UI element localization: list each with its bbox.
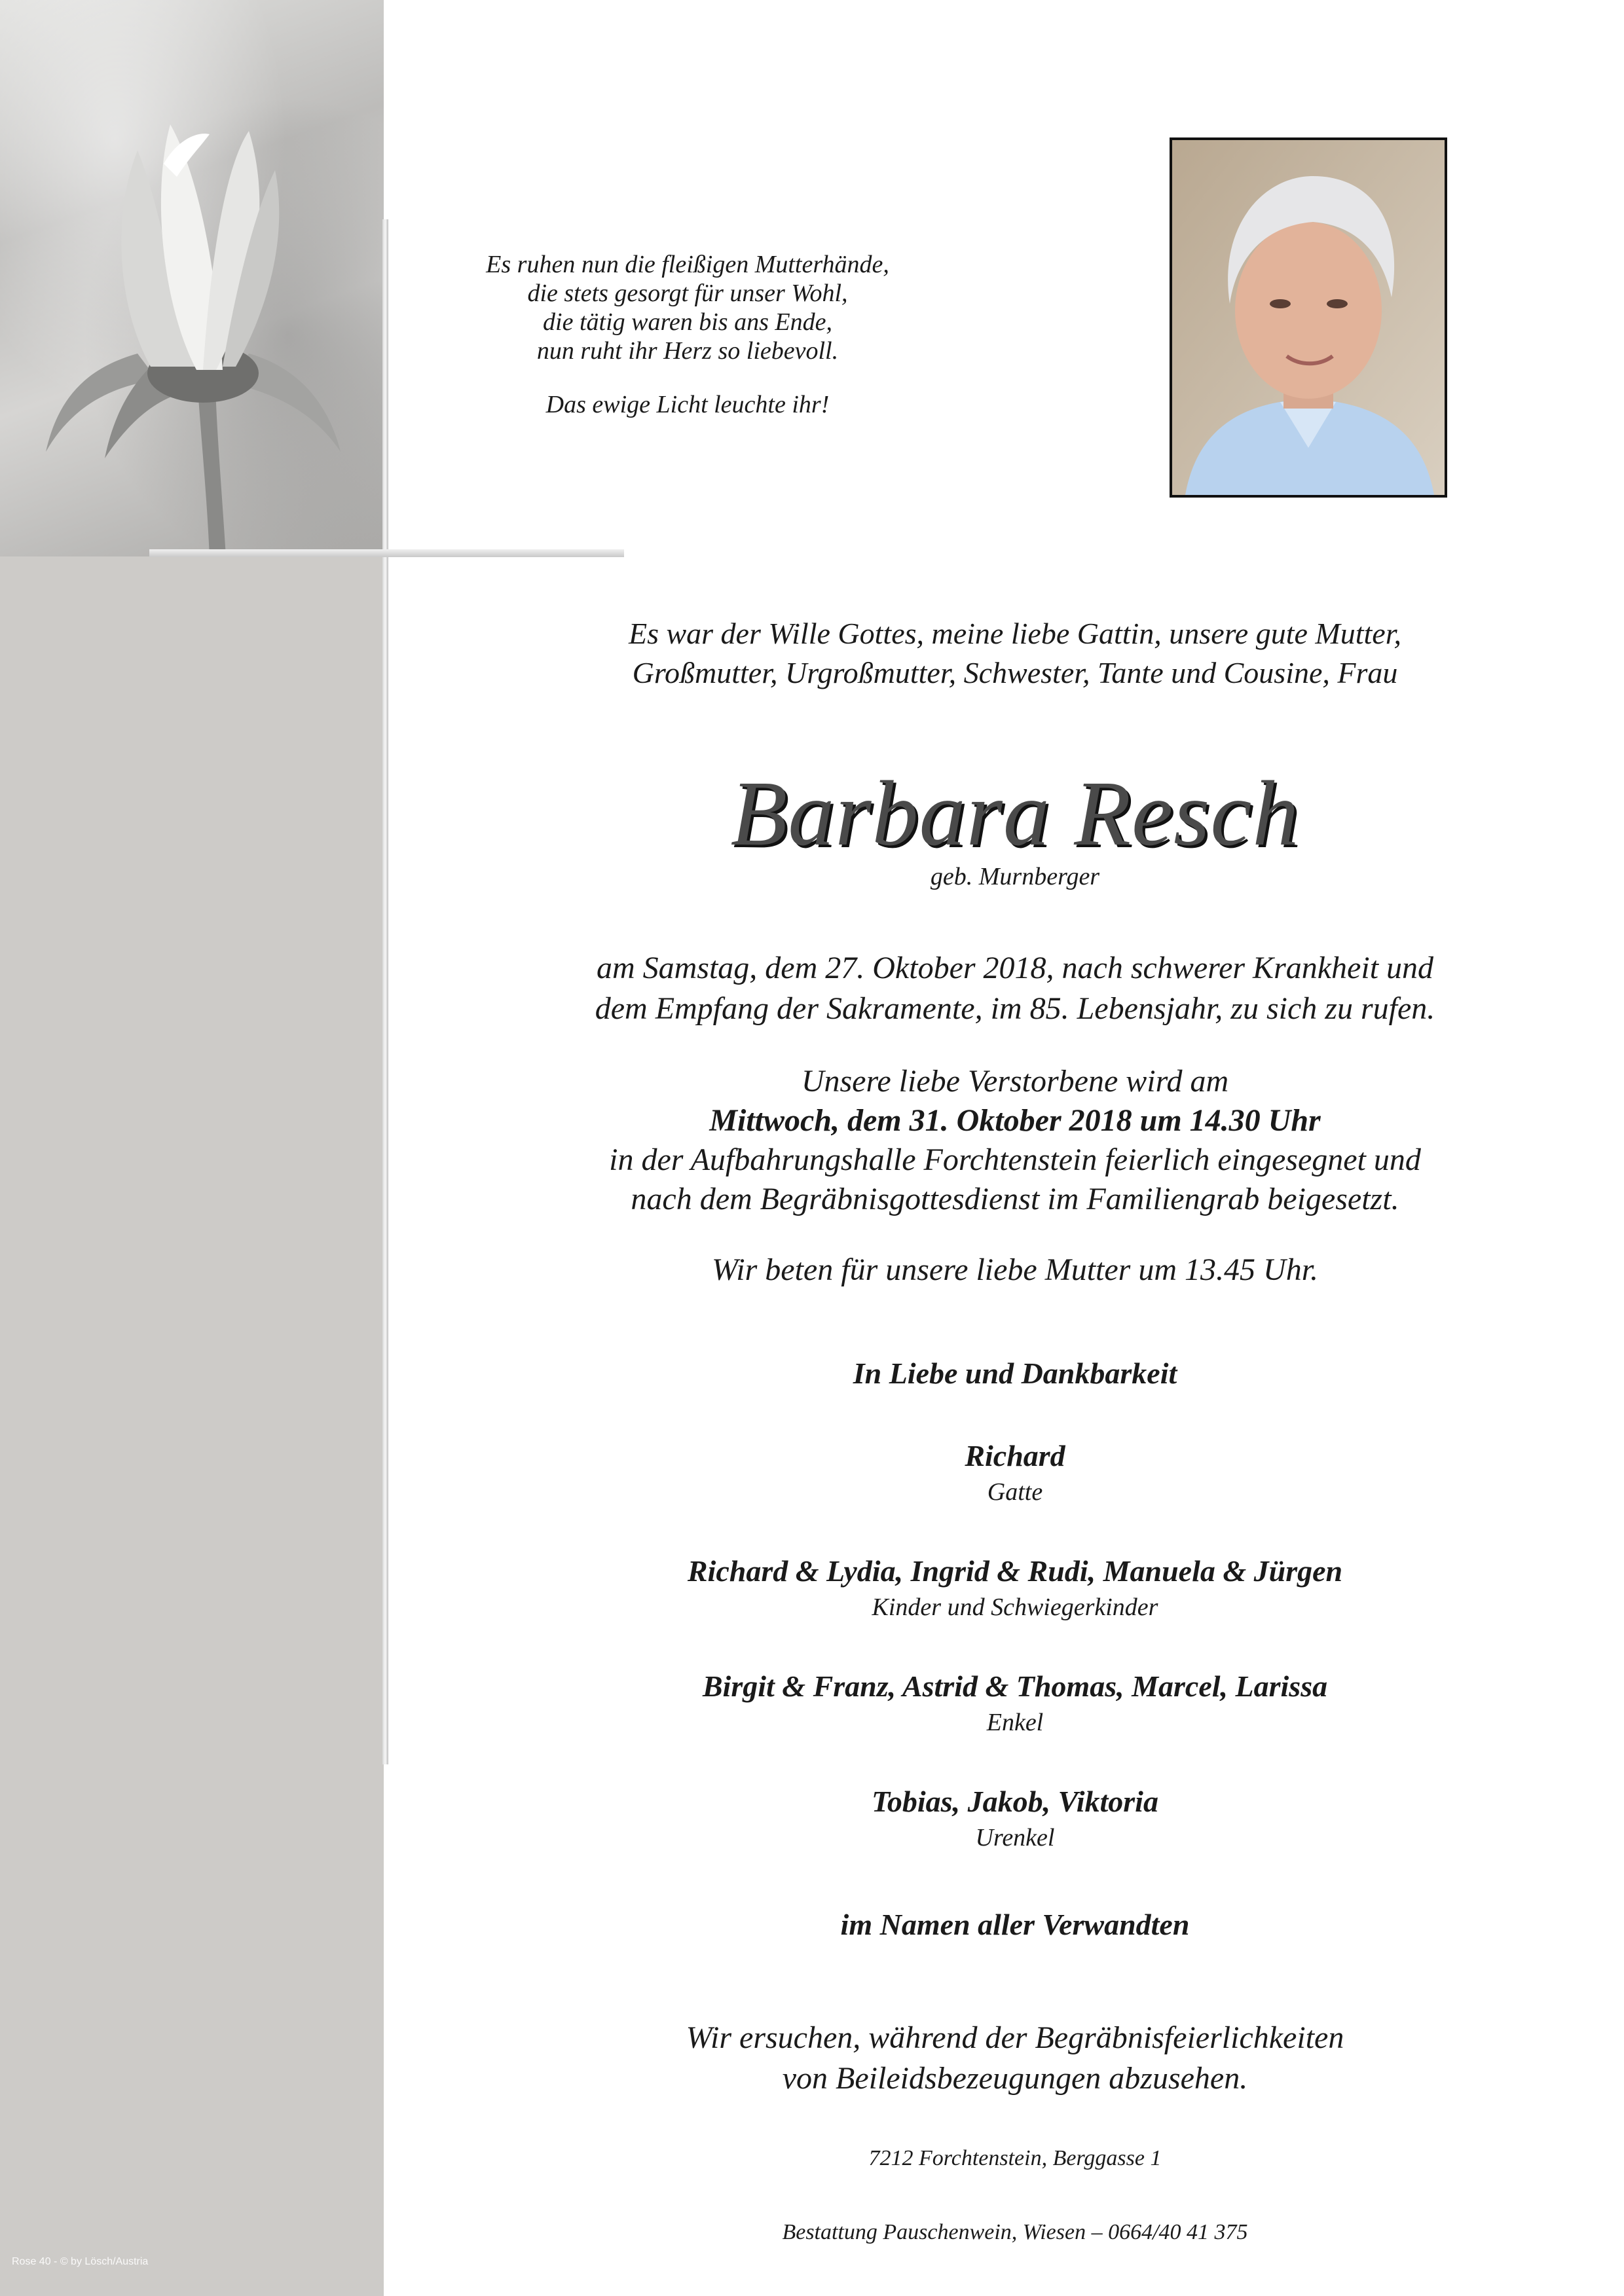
family-group-role: Enkel bbox=[986, 1709, 1044, 1736]
funeral-intro-line: Unsere liebe Verstorbene wird am bbox=[801, 1064, 1229, 1099]
funeral-datetime: Mittwoch, dem 31. Oktober 2018 um 14.30 Uhr bbox=[709, 1103, 1321, 1138]
intro-line: Großmutter, Urgroßmutter, Schwester, Tante und Cousine, Frau bbox=[632, 656, 1398, 689]
maiden-name: geb. Murnberger bbox=[930, 863, 1100, 890]
poem-line: nun ruht ihr Herz so liebevoll. bbox=[536, 337, 839, 365]
request-line: Wir ersuchen, während der Begräbnisfeierlichkeiten bbox=[686, 2020, 1344, 2055]
funeral-burial-line: nach dem Begräbnisgottesdienst im Familiengrab beigesetzt. bbox=[631, 1182, 1399, 1216]
family-group-role: Gatte bbox=[987, 1478, 1043, 1506]
poem-block bbox=[236, 250, 1139, 419]
portrait-image bbox=[1172, 140, 1445, 495]
family-group-children bbox=[419, 1552, 1611, 1624]
poem-line: Es ruhen nun die fleißigen Mutterhände, bbox=[486, 251, 889, 278]
death-notice-block bbox=[419, 948, 1611, 1029]
family-group-names: Birgit & Franz, Astrid & Thomas, Marcel, Larissa bbox=[702, 1669, 1328, 1703]
family-group-grandchildren bbox=[419, 1667, 1611, 1739]
portrait-photo bbox=[1170, 137, 1447, 498]
death-notice-line: dem Empfang der Sakramente, im 85. Lebensjahr, zu sich zu rufen. bbox=[595, 991, 1435, 1026]
poem-line: die tätig waren bis ans Ende, bbox=[543, 308, 832, 336]
poem-closing: Das ewige Licht leuchte ihr! bbox=[545, 391, 830, 418]
cross-horizontal-bar bbox=[149, 549, 624, 557]
family-group-names: Tobias, Jakob, Viktoria bbox=[872, 1785, 1158, 1818]
family-group-names: Richard bbox=[965, 1439, 1065, 1472]
intro-block bbox=[419, 614, 1611, 693]
image-copyright: Rose 40 - © by Lösch/Austria bbox=[12, 2256, 149, 2267]
family-address: 7212 Forchtenstein, Berggasse 1 bbox=[868, 2146, 1162, 2170]
family-heading: In Liebe und Dankbarkeit bbox=[853, 1357, 1177, 1390]
condolence-request-block bbox=[419, 2018, 1611, 2099]
intro-line: Es war der Wille Gottes, meine liebe Gattin, unsere gute Mutter, bbox=[628, 617, 1402, 650]
prayer-time: Wir beten für unsere liebe Mutter um 13.45 Uhr. bbox=[711, 1252, 1319, 1287]
request-line: von Beileidsbezeugungen abzusehen. bbox=[782, 2061, 1248, 2096]
family-block bbox=[419, 1354, 1611, 1944]
funeral-location-line: in der Aufbahrungshalle Forchtenstein feierlich eingesegnet und bbox=[609, 1142, 1421, 1177]
funeral-details-block bbox=[419, 1062, 1611, 1219]
deceased-name: Barbara Resch bbox=[730, 761, 1300, 865]
family-group-great-grandchildren bbox=[419, 1782, 1611, 1854]
family-closing: im Namen aller Verwandten bbox=[840, 1908, 1190, 1941]
poem-line: die stets gesorgt für unser Wohl, bbox=[527, 280, 848, 307]
cross-vertical-bar bbox=[382, 219, 388, 1764]
death-notice-line: am Samstag, dem 27. Oktober 2018, nach schwerer Krankheit und bbox=[596, 951, 1434, 985]
family-group-role: Urenkel bbox=[975, 1824, 1055, 1851]
undertaker-info: Bestattung Pauschenwein, Wiesen – 0664/40 41 375 bbox=[782, 2220, 1248, 2244]
family-group-role: Kinder und Schwiegerkinder bbox=[872, 1594, 1158, 1621]
family-group-spouse bbox=[419, 1436, 1611, 1508]
family-group-names: Richard & Lydia, Ingrid & Rudi, Manuela & Jürgen bbox=[687, 1554, 1343, 1588]
